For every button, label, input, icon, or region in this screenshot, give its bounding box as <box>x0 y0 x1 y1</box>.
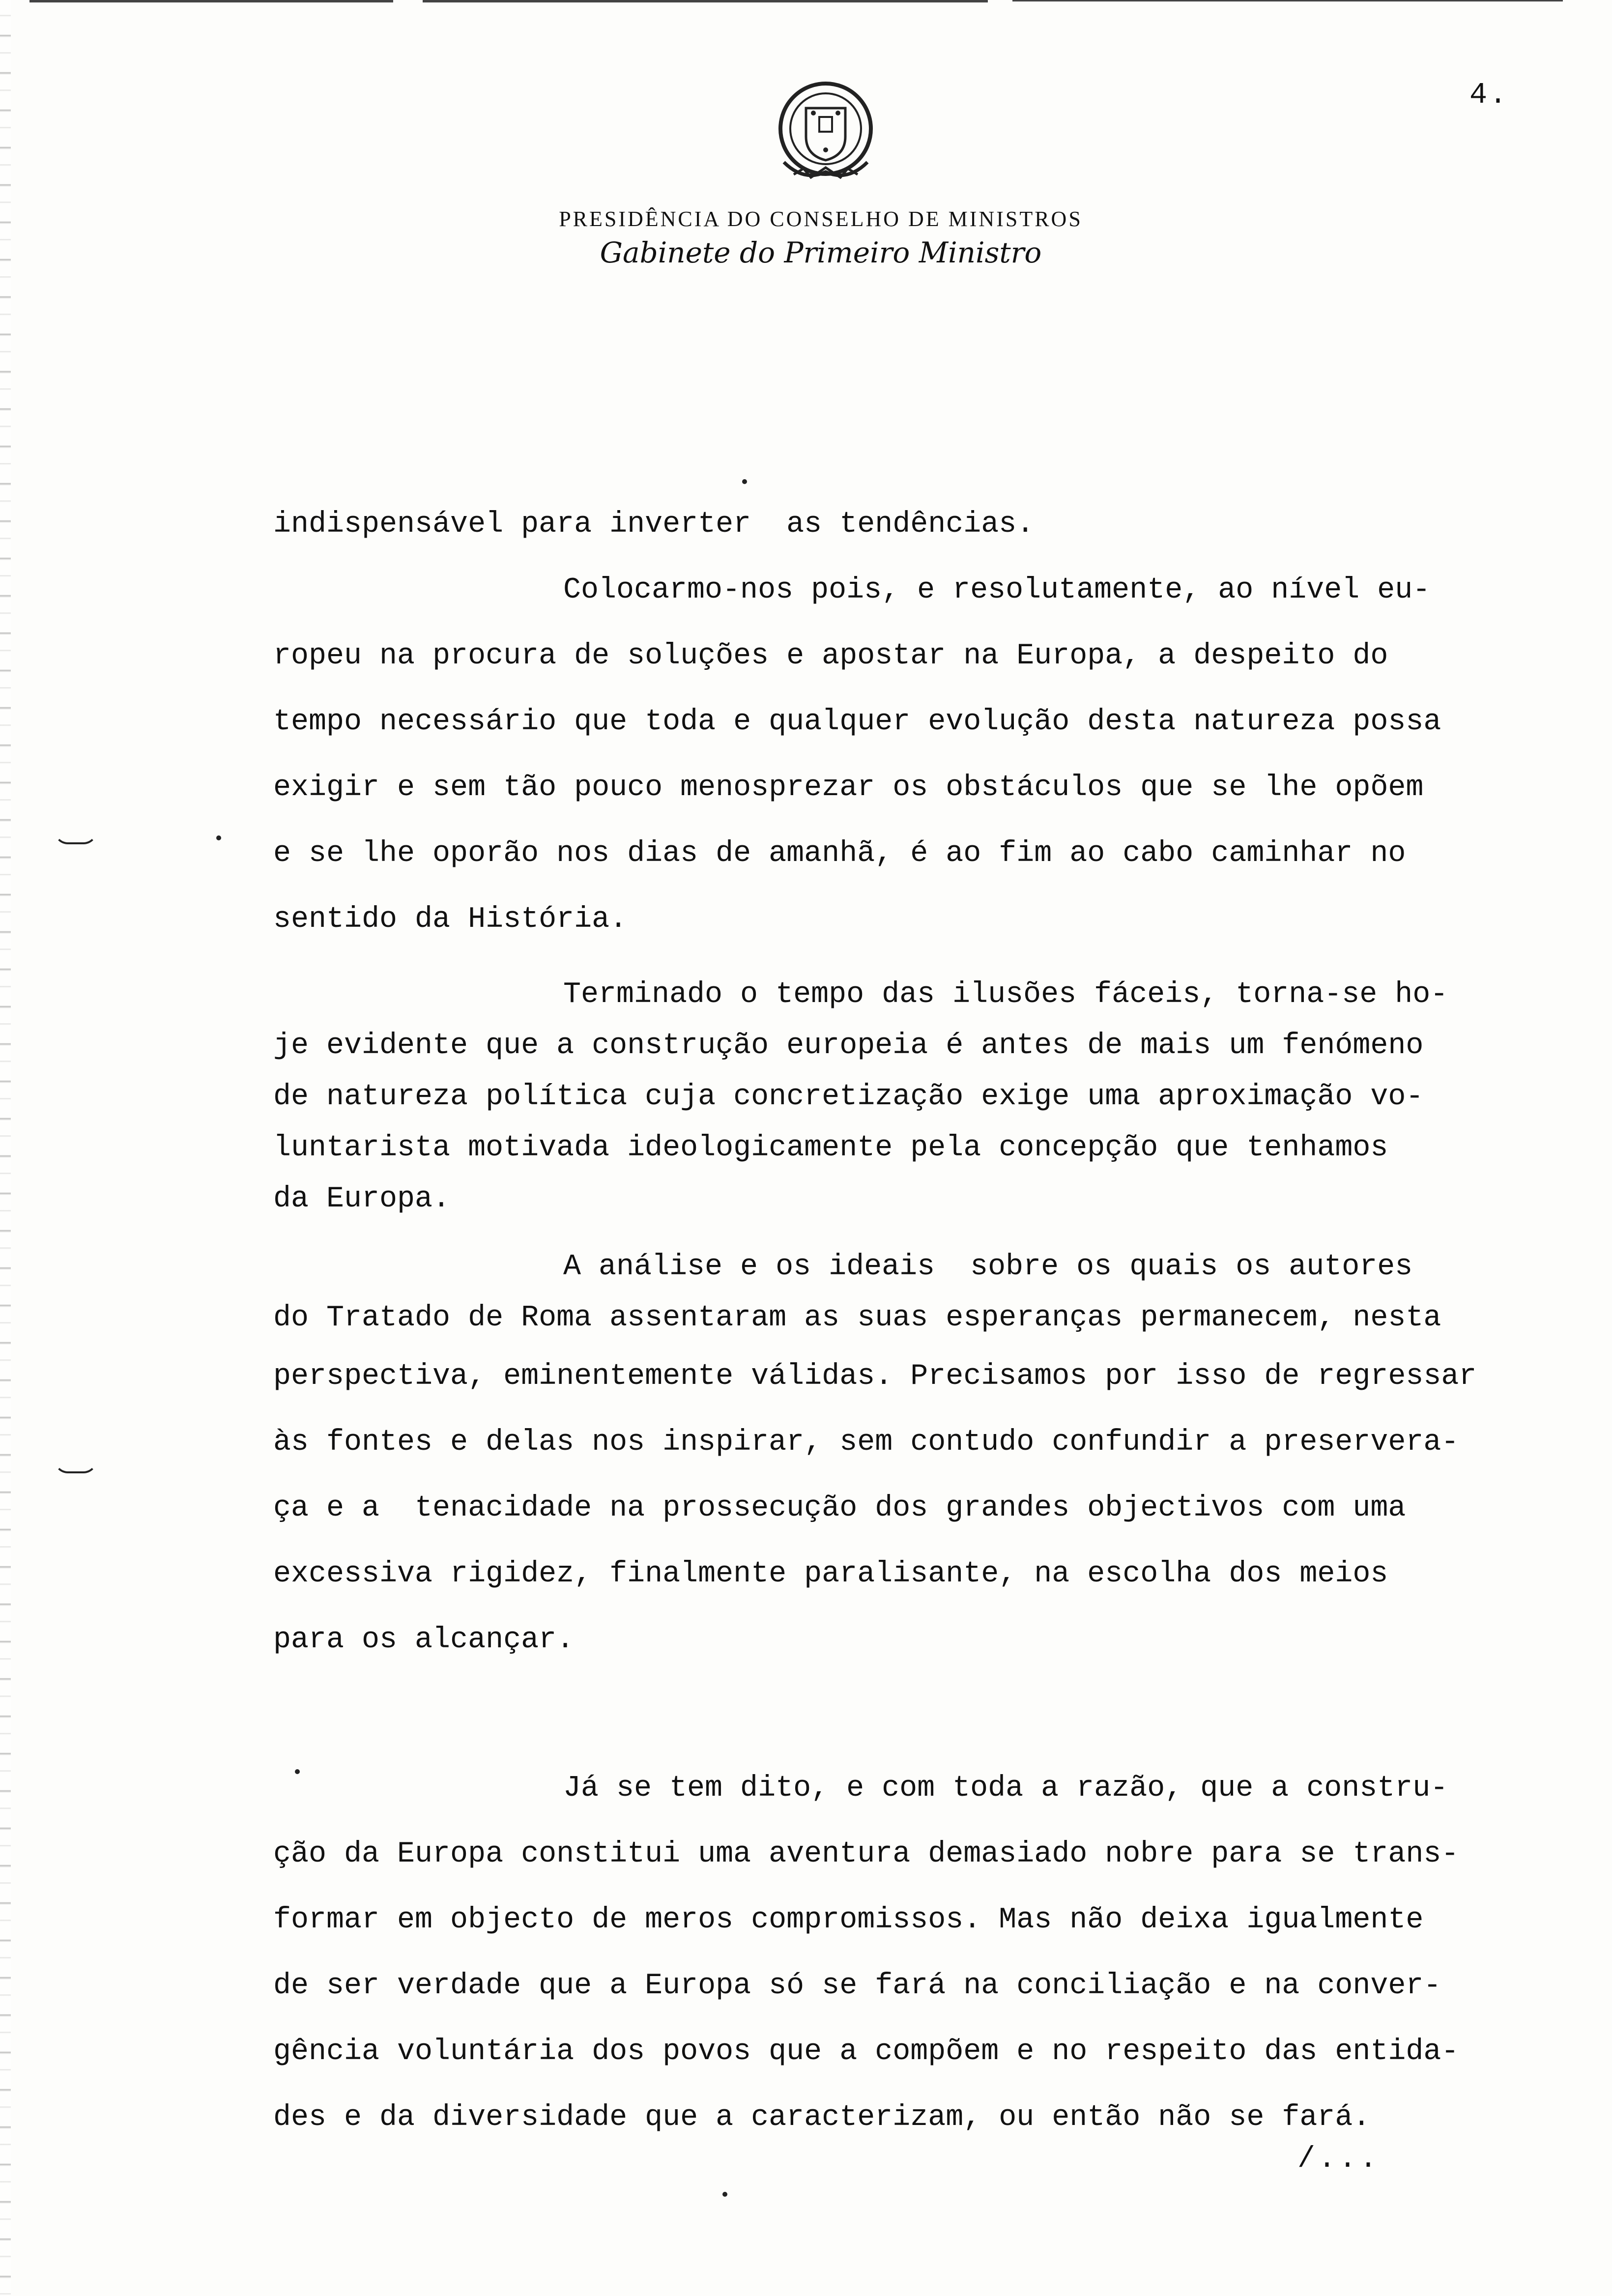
top-rule <box>29 0 393 2</box>
stray-dot <box>216 835 221 840</box>
text-line: de ser verdade que a Europa só se fará na conciliação e na conver- <box>273 1969 1441 2003</box>
department-subtitle: Gabinete do Primeiro Ministro <box>600 236 1042 269</box>
scan-edge-artifact <box>0 0 11 2296</box>
coat-of-arms-seal-icon <box>764 74 887 192</box>
text-line: exigir e sem tão pouco menosprezar os obstáculos que se lhe opõem <box>273 771 1424 804</box>
stray-dot <box>742 479 747 484</box>
text-line: formar em objecto de meros compromissos. Mas não deixa igualmente <box>273 1903 1424 1937</box>
text-line: do Tratado de Roma assentaram as suas esperanças permanecem, nesta <box>273 1301 1441 1335</box>
text-line: às fontes e delas nos inspirar, sem contudo confundir a preservera- <box>273 1426 1459 1459</box>
text-line: luntarista motivada ideologicamente pela concepção que tenhamos <box>273 1131 1388 1165</box>
text-line: excessiva rigidez, finalmente paralisante, na escolha dos meios <box>273 1557 1388 1591</box>
text-line: des e da diversidade que a caracterizam, ou então não se fará. <box>273 2101 1371 2134</box>
text-line: para os alcançar. <box>273 1623 575 1657</box>
document-body <box>273 491 1581 2151</box>
text-line: je evidente que a construção europeia é antes de mais um fenómeno <box>273 1029 1424 1062</box>
text-line: da Europa. <box>273 1182 451 1216</box>
text-line: e se lhe oporão nos dias de amanhã, é ao fim ao cabo caminhar no <box>273 837 1406 870</box>
text-line: A análise e os ideais sobre os quais os autores <box>563 1250 1413 1284</box>
top-rule <box>1012 0 1563 1</box>
stray-dot <box>722 2192 727 2197</box>
institution-title: PRESIDÊNCIA DO CONSELHO DE MINISTROS <box>559 207 1083 231</box>
page-number: 4. <box>1469 79 1509 112</box>
text-line: indispensável para inverter as tendências. <box>273 508 1035 541</box>
text-line: ção da Europa constitui uma aventura demasiado nobre para se trans- <box>273 1837 1459 1871</box>
text-line: Já se tem dito, e com toda a razão, que a constru- <box>563 1772 1448 1805</box>
text-line: gência voluntária dos povos que a compõem e no respeito das entida- <box>273 2035 1459 2068</box>
text-line: ça e a tenacidade na prossecução dos grandes objectivos com uma <box>273 1492 1406 1525</box>
text-line: Colocarmo-nos pois, e resolutamente, ao nível eu- <box>563 574 1431 607</box>
text-line: ropeu na procura de soluções e apostar na Europa, a despeito do <box>273 639 1388 673</box>
margin-mark <box>54 1460 97 1473</box>
text-line: Terminado o tempo das ilusões fáceis, torna-se ho- <box>563 978 1448 1011</box>
continuation-marker: /... <box>1297 2143 1381 2176</box>
text-line: de natureza política cuja concretização exige uma aproximação vo- <box>273 1080 1424 1114</box>
text-line <box>273 1673 1581 1739</box>
text-line: perspectiva, eminentemente válidas. Precisamos por isso de regressar <box>273 1360 1477 1393</box>
top-rule <box>423 0 988 2</box>
margin-mark <box>54 831 97 844</box>
text-line: sentido da História. <box>273 903 628 936</box>
text-line: tempo necessário que toda e qualquer evolução desta natureza possa <box>273 705 1441 739</box>
